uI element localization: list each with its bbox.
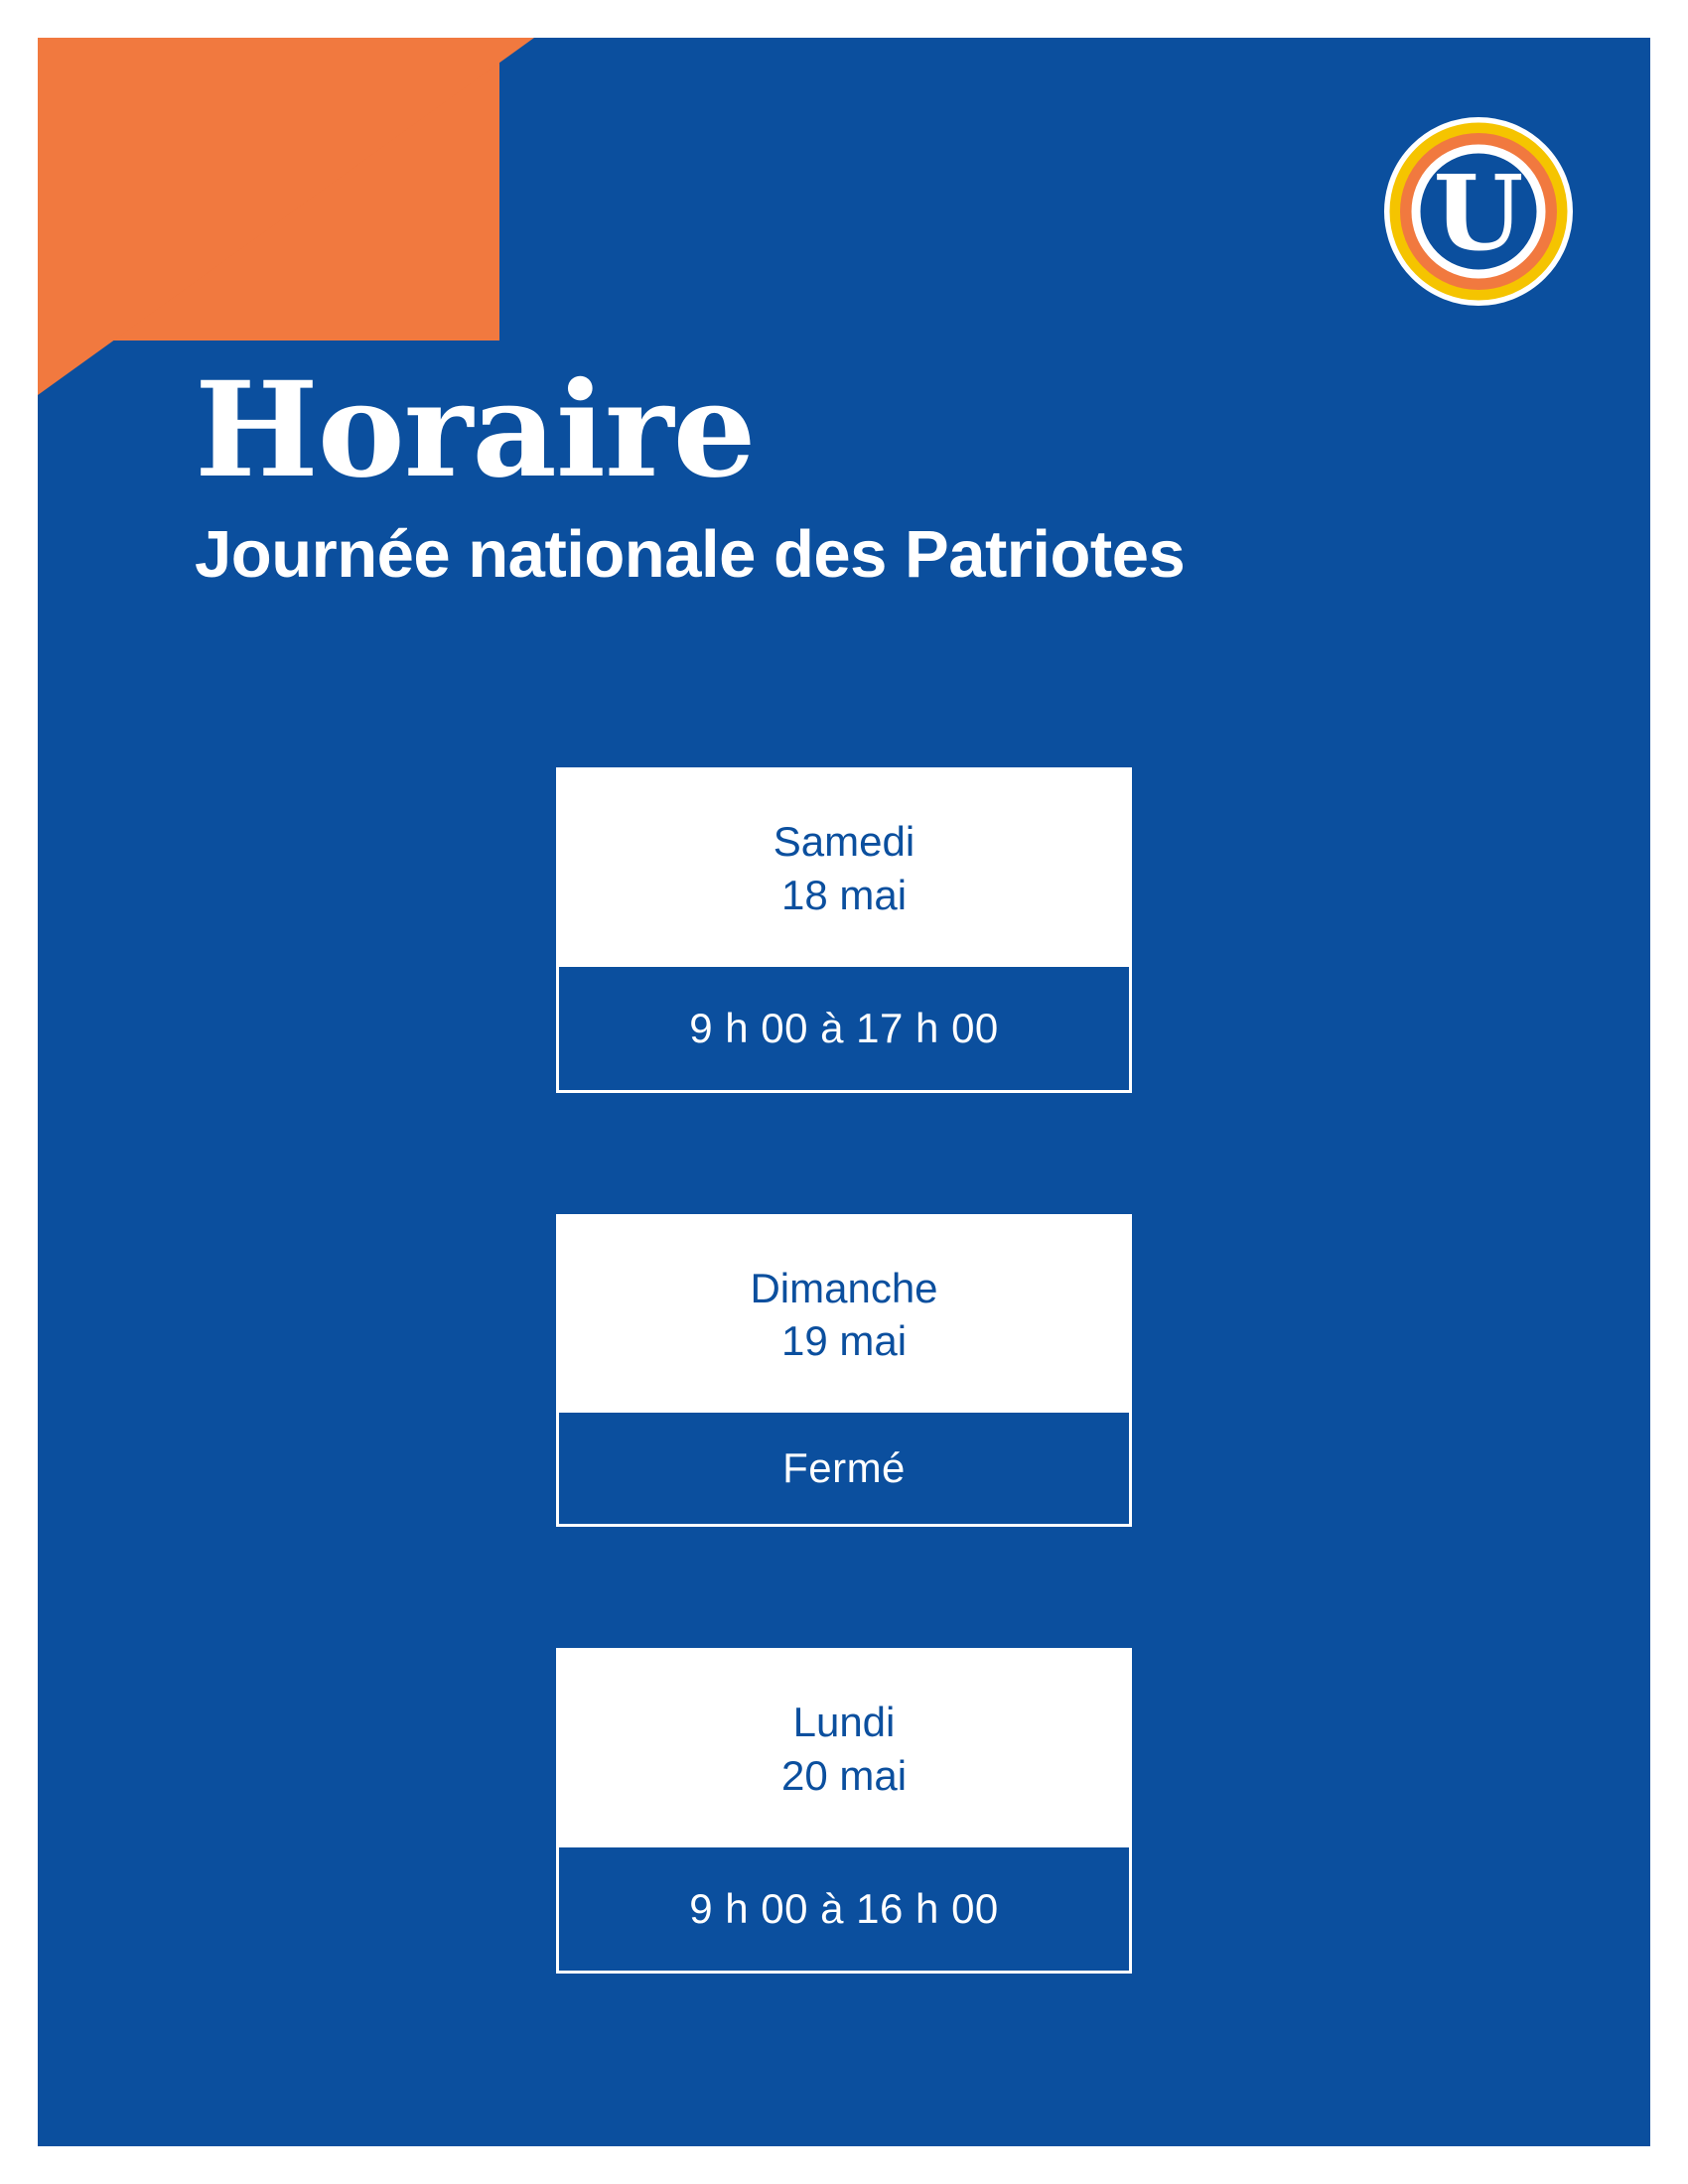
schedule-hours: 9 h 00 à 16 h 00 bbox=[559, 1844, 1129, 1971]
schedule-card-header bbox=[559, 1217, 1129, 1411]
schedule-day: Dimanche bbox=[750, 1264, 938, 1311]
schedule-date: 19 mai bbox=[780, 1317, 908, 1365]
schedule-hours: Fermé bbox=[559, 1410, 1129, 1524]
schedule-day: Lundi bbox=[792, 1699, 896, 1745]
poster bbox=[38, 38, 1650, 2146]
schedule-card-header bbox=[559, 1651, 1129, 1844]
schedule-day: Samedi bbox=[773, 818, 915, 865]
svg-text:U: U bbox=[1433, 152, 1524, 274]
page-subtitle: Journée nationale des Patriotes bbox=[195, 517, 1186, 592]
schedule-date: 18 mai bbox=[780, 871, 908, 918]
schedule-date: 20 mai bbox=[780, 1751, 908, 1799]
page-title: Horaire bbox=[195, 353, 756, 507]
schedule-list bbox=[38, 767, 1650, 1974]
orange-corner-diagonal bbox=[38, 38, 534, 395]
schedule-card bbox=[556, 767, 1132, 1093]
schedule-card-header bbox=[559, 770, 1129, 964]
schedule-hours: 9 h 00 à 17 h 00 bbox=[559, 964, 1129, 1090]
schedule-card bbox=[556, 1648, 1132, 1974]
title-block bbox=[195, 353, 1485, 592]
schedule-card bbox=[556, 1214, 1132, 1528]
brand-logo bbox=[1384, 117, 1573, 306]
